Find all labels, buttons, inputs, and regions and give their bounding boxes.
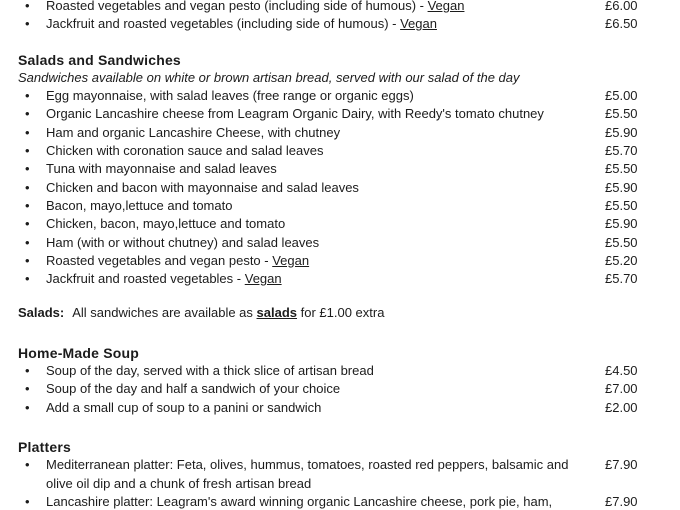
menu-section-salads-and-sandwiches: [0, 51, 680, 289]
bullet-marker: •: [25, 124, 30, 140]
menu-item-text: [46, 0, 605, 15]
menu-item-price: £4.50: [605, 363, 638, 379]
menu-item-text: [46, 362, 605, 380]
menu-item-text: [46, 234, 605, 252]
bullet-marker: •: [25, 143, 30, 159]
menu-item-text: [46, 270, 605, 288]
menu-item-row: [0, 124, 680, 142]
note-label: Salads:: [18, 305, 65, 321]
text-segment: Lancashire platter: Leagram's award winning organic Lancashire cheese, pork pie, ham,: [46, 493, 553, 509]
menu-item-row: [0, 160, 680, 178]
menu-item-row: [0, 380, 680, 398]
text-segment: olive oil dip and a chunk of fresh artisan bread: [46, 475, 312, 491]
bullet-marker: •: [25, 88, 30, 104]
menu-item-text: [46, 197, 605, 215]
menu-item-price: £5.50: [605, 197, 638, 213]
text-segment: All sandwiches are available as: [72, 305, 257, 321]
text-segment: Roasted vegetables and vegan pesto -: [46, 252, 273, 268]
menu-item-text: [46, 399, 605, 417]
bullet-marker: •: [25, 161, 30, 177]
text-segment: Soup of the day, served with a thick slice of artisan bread: [46, 363, 374, 379]
menu-item-price: £5.90: [605, 124, 638, 140]
menu-item-price: £5.90: [605, 179, 638, 195]
menu-item-price: £5.70: [605, 271, 638, 287]
menu-item-row: [0, 399, 680, 417]
text-segment: Jackfruit and roasted vegetables -: [46, 271, 245, 287]
menu-item-price: £5.70: [605, 143, 638, 159]
section-heading: Home-Made Soup: [18, 344, 140, 361]
bullet-marker: •: [25, 197, 30, 213]
bullet-marker: •: [25, 216, 30, 232]
menu-item-text: [46, 215, 605, 233]
text-segment: Egg mayonnaise, with salad leaves (free range or organic eggs): [46, 88, 414, 104]
menu-item-text: [46, 124, 605, 142]
text-segment: for £1.00 extra: [297, 305, 385, 321]
menu-item-text: [46, 179, 605, 197]
bullet-marker: •: [25, 363, 30, 379]
menu-item-text: [46, 160, 605, 178]
text-segment: Tuna with mayonnaise and salad leaves: [46, 161, 277, 177]
text-segment: Soup of the day and half a sandwich of your choice: [46, 381, 341, 397]
text-segment: Vegan: [244, 271, 282, 287]
salads-note: [0, 304, 680, 322]
menu-section-platters: [0, 438, 680, 510]
menu-item-price: £5.50: [605, 106, 638, 122]
section-heading: Platters: [18, 438, 71, 455]
menu-item-row: [0, 87, 680, 105]
menu-item-row: [0, 0, 680, 15]
bullet-marker: •: [25, 179, 30, 195]
menu-item-price: £2.00: [605, 399, 638, 415]
menu-item-row: [0, 252, 680, 270]
menu-item-row: [0, 15, 680, 33]
menu-item-text: [46, 252, 605, 270]
bullet-marker: •: [25, 399, 30, 415]
menu-item-price: £5.50: [605, 234, 638, 250]
menu-item-price: £5.00: [605, 88, 638, 104]
text-segment: Bacon, mayo,lettuce and tomato: [46, 197, 233, 213]
menu-item-price: £7.90: [605, 493, 638, 509]
text-segment: Mediterranean platter: Feta, olives, hummus, tomatoes, roasted red peppers, balsamic and: [46, 457, 569, 473]
menu-item-price: £7.00: [605, 381, 638, 397]
menu-item-row: [0, 456, 680, 493]
menu-item-row: [0, 142, 680, 160]
note-line: [0, 304, 680, 322]
menu-item-price: £5.20: [605, 252, 638, 268]
menu-section-home-made-soup: [0, 344, 680, 417]
menu-item-text: [46, 142, 605, 160]
menu-item-text: [46, 456, 605, 493]
menu-item-price: £5.50: [605, 161, 638, 177]
section-subtitle: Sandwiches available on white or brown artisan bread, served with our salad of the day: [18, 69, 520, 85]
menu-item-price: £6.50: [605, 16, 638, 32]
menu-item-text: [46, 15, 605, 33]
text-segment: Ham (with or without chutney) and salad leaves: [46, 234, 320, 250]
menu-item-text: [46, 87, 605, 105]
text-segment: Ham and organic Lancashire Cheese, with chutney: [46, 124, 341, 140]
section-heading: Salads and Sandwiches: [18, 51, 181, 68]
text-segment: Roasted vegetables and vegan pesto (including side of humous) -: [46, 0, 428, 13]
menu-item-row: [0, 362, 680, 380]
menu-item-row: [0, 270, 680, 288]
text-segment: Chicken and bacon with mayonnaise and salad leaves: [46, 179, 359, 195]
menu-item-row: [0, 179, 680, 197]
menu-item-row: [0, 105, 680, 123]
bullet-marker: •: [25, 234, 30, 250]
bullet-marker: •: [25, 381, 30, 397]
text-segment: Chicken with coronation sauce and salad leaves: [46, 143, 324, 159]
menu-item-price: £6.00: [605, 0, 638, 13]
bullet-marker: •: [25, 0, 30, 13]
menu-item-text: [46, 493, 605, 510]
bullet-marker: •: [25, 493, 30, 509]
menu-item-row: [0, 234, 680, 252]
text-segment: Vegan: [427, 0, 465, 13]
menu-items-partial: [0, 0, 680, 34]
text-segment: Chicken, bacon, mayo,lettuce and tomato: [46, 216, 286, 232]
text-segment: Organic Lancashire cheese from Leagram Organic Dairy, with Reedy's tomato chutney: [46, 106, 544, 122]
text-segment: Add a small cup of soup to a panini or sandwich: [46, 399, 322, 415]
text-segment: Jackfruit and roasted vegetables (including side of humous) -: [46, 16, 401, 32]
menu-item-text: [46, 380, 605, 398]
bullet-marker: •: [25, 271, 30, 287]
menu-item-row: [0, 215, 680, 233]
menu-item-price: £7.90: [605, 457, 638, 473]
menu-item-text: [46, 105, 605, 123]
menu-item-row: [0, 493, 680, 510]
menu-item-row: [0, 197, 680, 215]
bullet-marker: •: [25, 106, 30, 122]
menu-item-price: £5.90: [605, 216, 638, 232]
text-segment: salads: [256, 305, 298, 321]
text-segment: Vegan: [400, 16, 437, 32]
bullet-marker: •: [25, 457, 30, 473]
bullet-marker: •: [25, 16, 30, 32]
bullet-marker: •: [25, 252, 30, 268]
text-segment: Vegan: [272, 252, 310, 268]
